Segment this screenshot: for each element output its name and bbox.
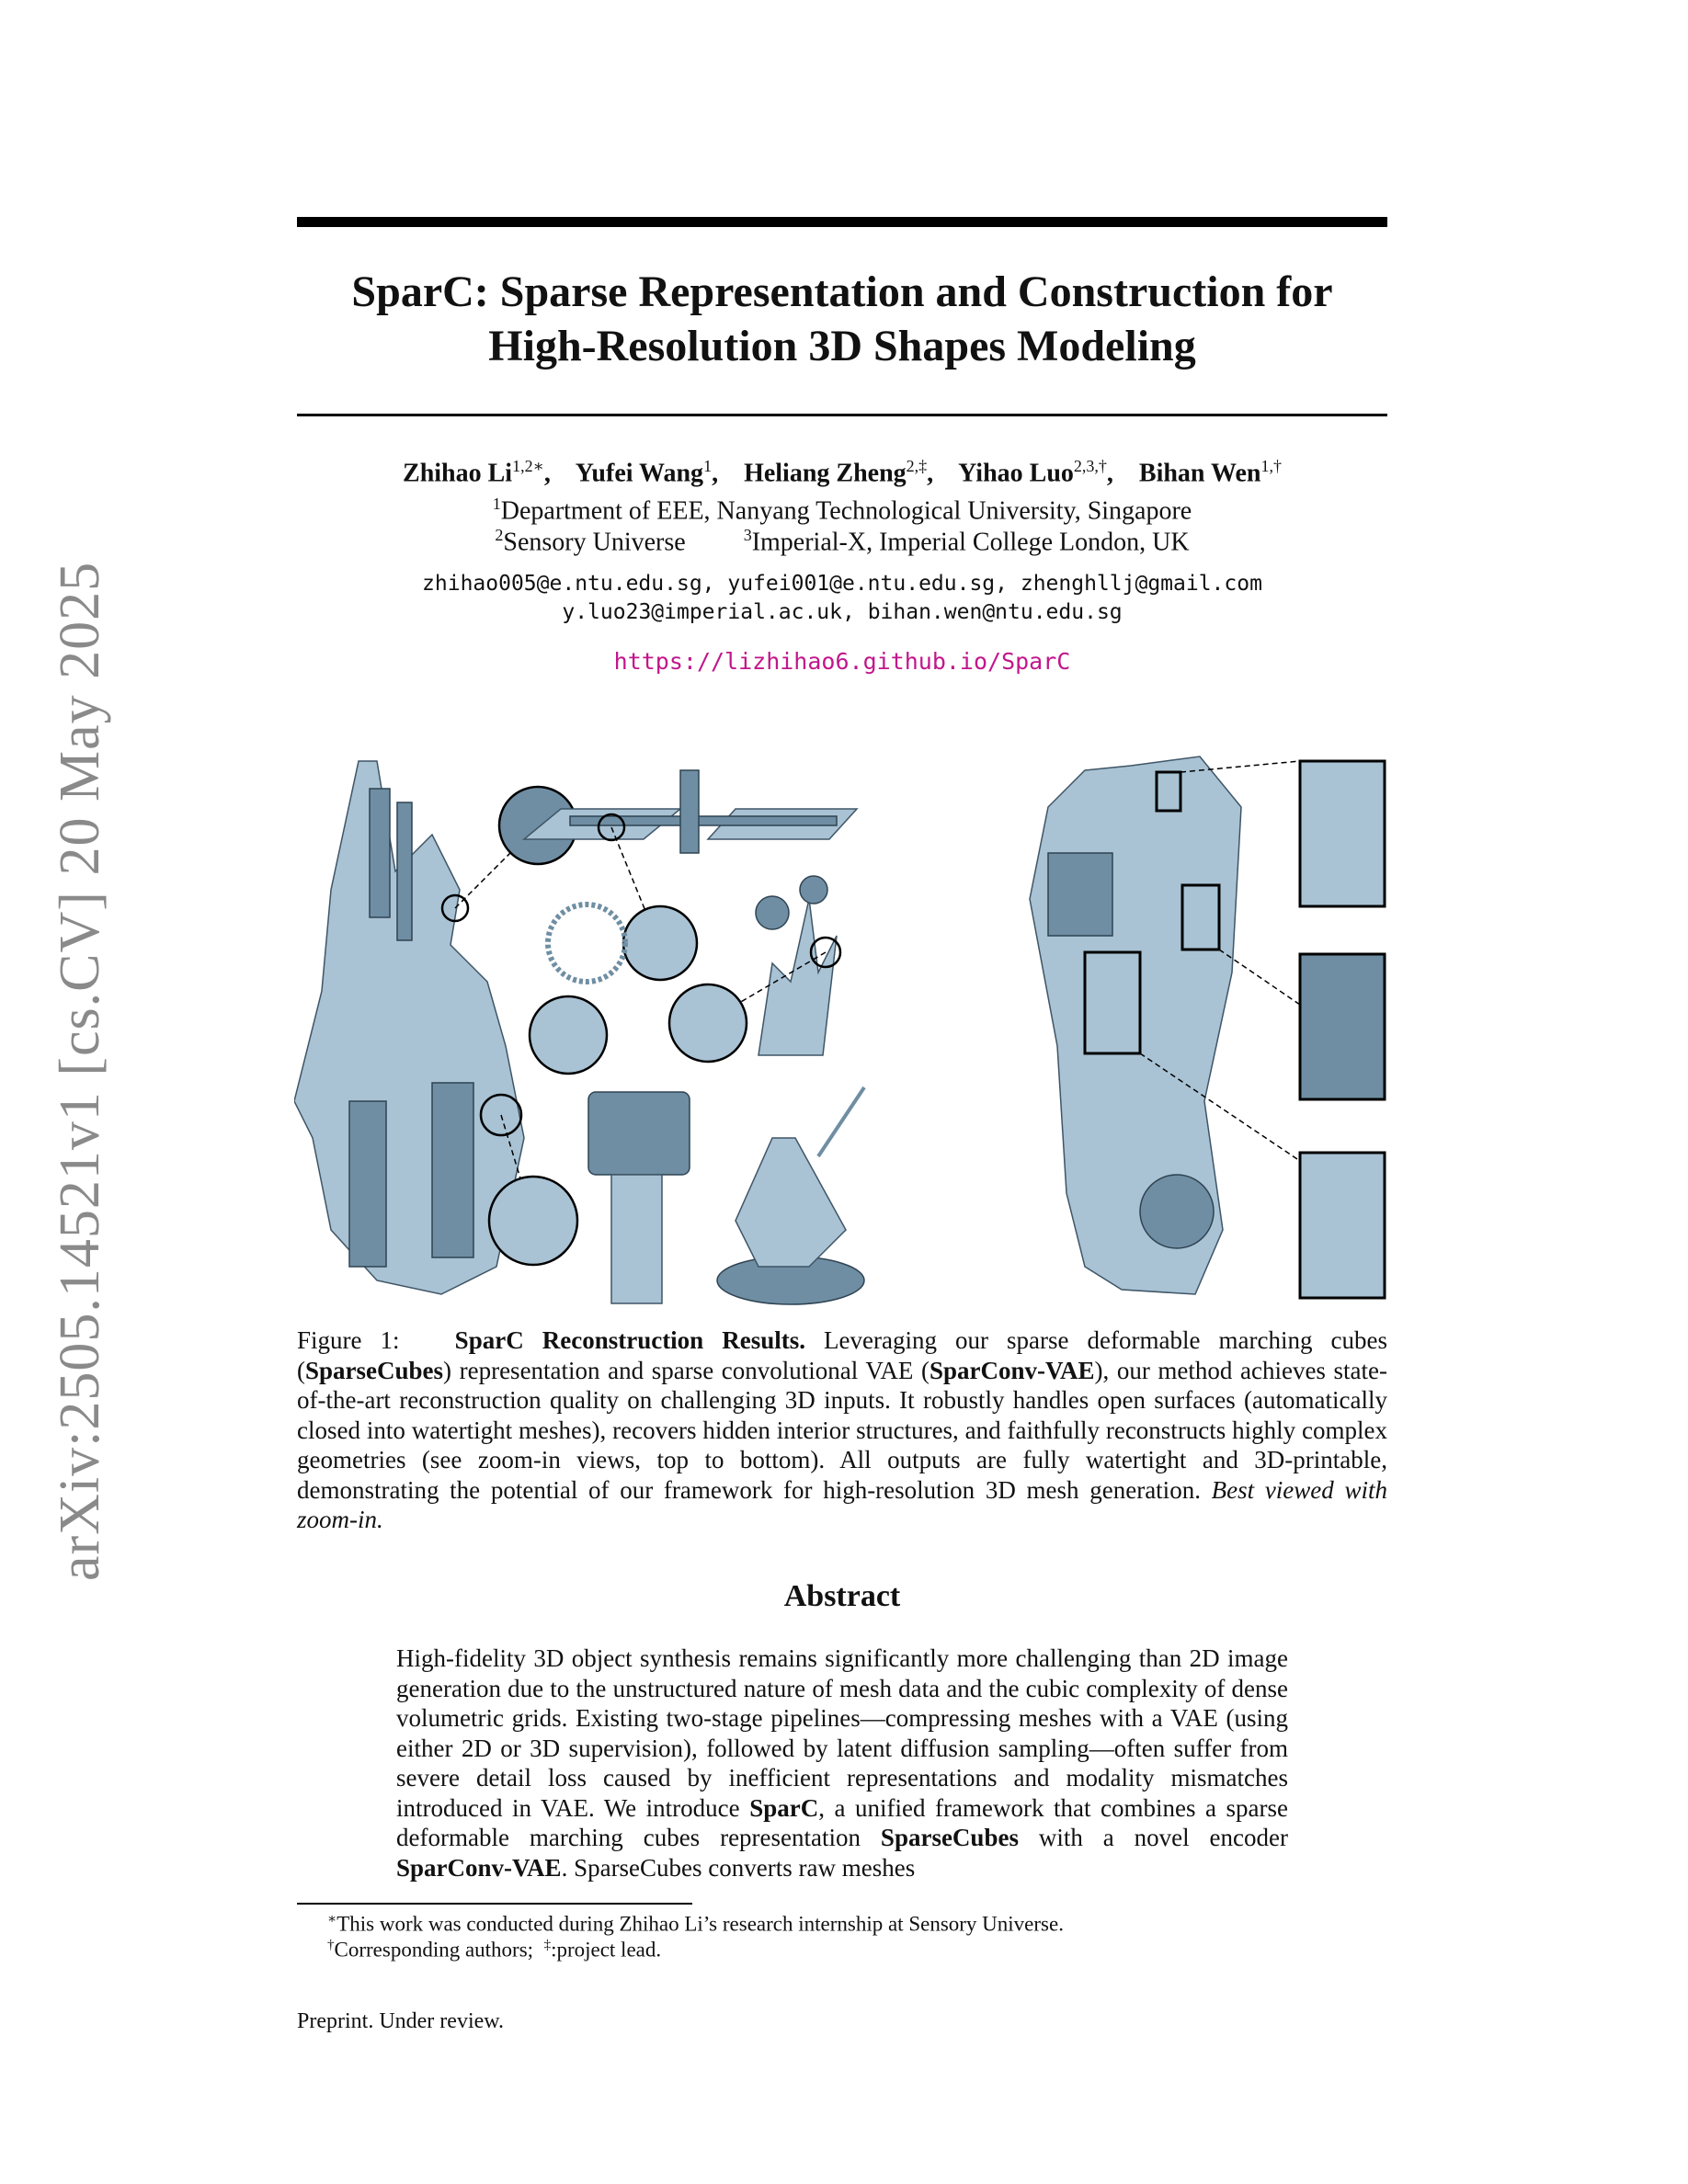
top-rule — [297, 217, 1387, 227]
email-line-2: y.luo23@imperial.ac.uk, bihan.wen@ntu.edu.sg — [562, 600, 1123, 624]
flower-head — [756, 896, 789, 929]
author-name: Bihan Wen — [1138, 459, 1261, 488]
affiliation-imperial: Imperial-X, Imperial College London, UK — [751, 528, 1190, 557]
figurine-sword — [818, 1087, 864, 1156]
project-page-link[interactable]: https://lizhihao6.github.io/SparC — [613, 648, 1071, 675]
author-affiliation-marks: 1,† — [1260, 457, 1282, 475]
abstract-term-sparc: SparC — [749, 1793, 819, 1822]
project-url-row — [297, 648, 1387, 675]
robot-large-mesh — [1030, 756, 1385, 1298]
zoom-in-view-box — [1300, 954, 1385, 1099]
zoom-in-view-circle — [489, 1177, 577, 1265]
author-name: Zhihao Li — [403, 459, 513, 488]
footnote-text: This work was conducted during Zhihao Li’s research internship at Sensory Universe. — [336, 1912, 1064, 1936]
chain-ring — [548, 904, 625, 982]
figure-1-reconstruction-results — [294, 752, 1393, 1309]
affiliation-line-1 — [297, 495, 1387, 526]
abstract-text: High-fidelity 3D object synthesis remains significantly more challenging than 2D image generation due to the unstructured nature of mesh data and the cubic complexity of dense volumetric grids. Existing two-stage pipelines—compressing meshes with a VAE (using either 2D or 3D supervision), followed by latent diffusion sampling—often suffer from severe detail loss caused by inefficient representations and modality mismatches introduced in VAE. We introduce — [396, 1644, 1288, 1822]
mesh-lattice-zoom — [530, 996, 607, 1074]
author-name: Yufei Wang — [575, 459, 704, 488]
author-affiliation-marks: 1 — [703, 457, 713, 475]
flower-head — [800, 876, 827, 904]
affiliation-sensory-universe: Sensory Universe — [503, 528, 686, 557]
preprint-note: Preprint. Under review. — [297, 2009, 505, 2033]
abstract-text: , a unified framework that combines a sparse deformable marching cubes representation — [396, 1793, 1289, 1851]
caption-term-sparconv-vae: SparConv-VAE — [929, 1356, 1095, 1384]
mecha-cannon — [370, 789, 390, 917]
affiliation-ntu: Department of EEE, Nanyang Technological University, Singapore — [500, 496, 1192, 526]
mecha-leg — [349, 1101, 386, 1267]
author-affiliation-marks: 1,2∗ — [512, 457, 544, 475]
footnote-rule — [297, 1903, 692, 1905]
caption-label: Figure 1: — [297, 1326, 400, 1354]
footnote-mark: † — [327, 1938, 335, 1952]
footnote-mark: ∗ — [327, 1912, 337, 1927]
zoom-in-view-circle — [669, 984, 747, 1062]
zoom-in-view-circle — [623, 906, 697, 980]
lamp-shade — [588, 1092, 690, 1175]
affiliation-mark: 3 — [743, 526, 752, 544]
figurine-body — [736, 1138, 846, 1267]
abstract-text: . SparseCubes converts raw meshes — [561, 1853, 916, 1882]
caption-text: ) representation and sparse convolutional VAE ( — [443, 1356, 930, 1384]
robot-arm — [1048, 853, 1112, 936]
abstract-body — [396, 1644, 1288, 1883]
figure-1-caption — [297, 1325, 1387, 1535]
mecha-leg — [432, 1083, 473, 1257]
lamp-base — [611, 1175, 662, 1303]
paper-title-line-1: SparC: Sparse Representation and Construction for — [351, 267, 1333, 316]
author-list: Zhihao $Li^{1,2∗}$, Yufei Wang$^1$, Heliang Zheng$^{2,\ddagger}$, Yihao Luo$^{2,3,\dagger}$, Bihan Wen$^{1,\dagger}$ — [403, 457, 1282, 488]
arxiv-identifier-stamp: arXiv:2505.14521v1 [cs.CV] 20 May 2025 — [49, 561, 111, 1581]
author-affiliation-marks: 2,3,† — [1073, 457, 1107, 475]
caption-term-sparsecubes: SparseCubes — [305, 1356, 444, 1384]
mecha-cannon — [397, 802, 412, 940]
author-name: Heliang Zheng — [744, 459, 907, 488]
affiliation-mark: 2 — [495, 526, 504, 544]
flower-bouquet-mesh — [669, 876, 840, 1062]
caption-text: ), our method achieves state-of-the-art reconstruction quality on challenging 3D inputs. It robustly handles open surfaces (automatically closed into watertight meshes), recovers hidden interior structures, and faithfully reconstructs highly complex geometries (see zoom-in views, top to bottom). All outputs are fully watertight and 3D-printable, demonstrating the potential of our framework for high-resolution 3D mesh generation. — [297, 1356, 1387, 1504]
station-module — [680, 770, 699, 853]
abstract-heading: Abstract — [783, 1579, 901, 1613]
footnote-text: :project lead. — [551, 1938, 662, 1962]
footnote-corresponding — [327, 1938, 661, 1962]
robot-knee — [1140, 1175, 1214, 1248]
abstract-term-sparsecubes: SparseCubes — [880, 1824, 1019, 1851]
footnote-mark: ‡ — [543, 1938, 552, 1952]
lamp-mesh — [588, 1092, 690, 1303]
abstract-text: with a novel encoder — [1018, 1824, 1288, 1851]
zoom-in-view-box — [1300, 761, 1385, 906]
footnote-internship — [327, 1910, 1064, 1937]
affiliation-line-2 — [297, 526, 1387, 557]
zoom-in-view-box — [1300, 1153, 1385, 1298]
paper-title-line-2: High-Resolution 3D Shapes Modeling — [488, 322, 1196, 370]
caption-text: Leveraging our sparse deformable marching cubes ( — [297, 1326, 1388, 1384]
caption-italic-note: Best viewed with zoom-in. — [297, 1475, 1387, 1533]
footnote-text: Corresponding authors; — [334, 1938, 534, 1962]
abstract-term-sparconv-vae: SparConv-VAE — [396, 1853, 562, 1882]
caption-title: SparC Reconstruction Results. — [454, 1326, 805, 1354]
affiliation-mark: 1 — [492, 495, 501, 513]
title-bottom-rule — [297, 414, 1387, 416]
swordswoman-figurine-mesh — [717, 1087, 864, 1304]
chain-ring-mesh — [530, 904, 625, 1074]
author-name: Yihao Luo — [958, 459, 1074, 488]
author-affiliation-marks: 2,‡ — [906, 457, 928, 475]
email-line-1: zhihao005@e.ntu.edu.sg, yufei001@e.ntu.edu.sg, zhenghllj@gmail.com — [422, 572, 1262, 596]
station-truss — [570, 816, 837, 825]
